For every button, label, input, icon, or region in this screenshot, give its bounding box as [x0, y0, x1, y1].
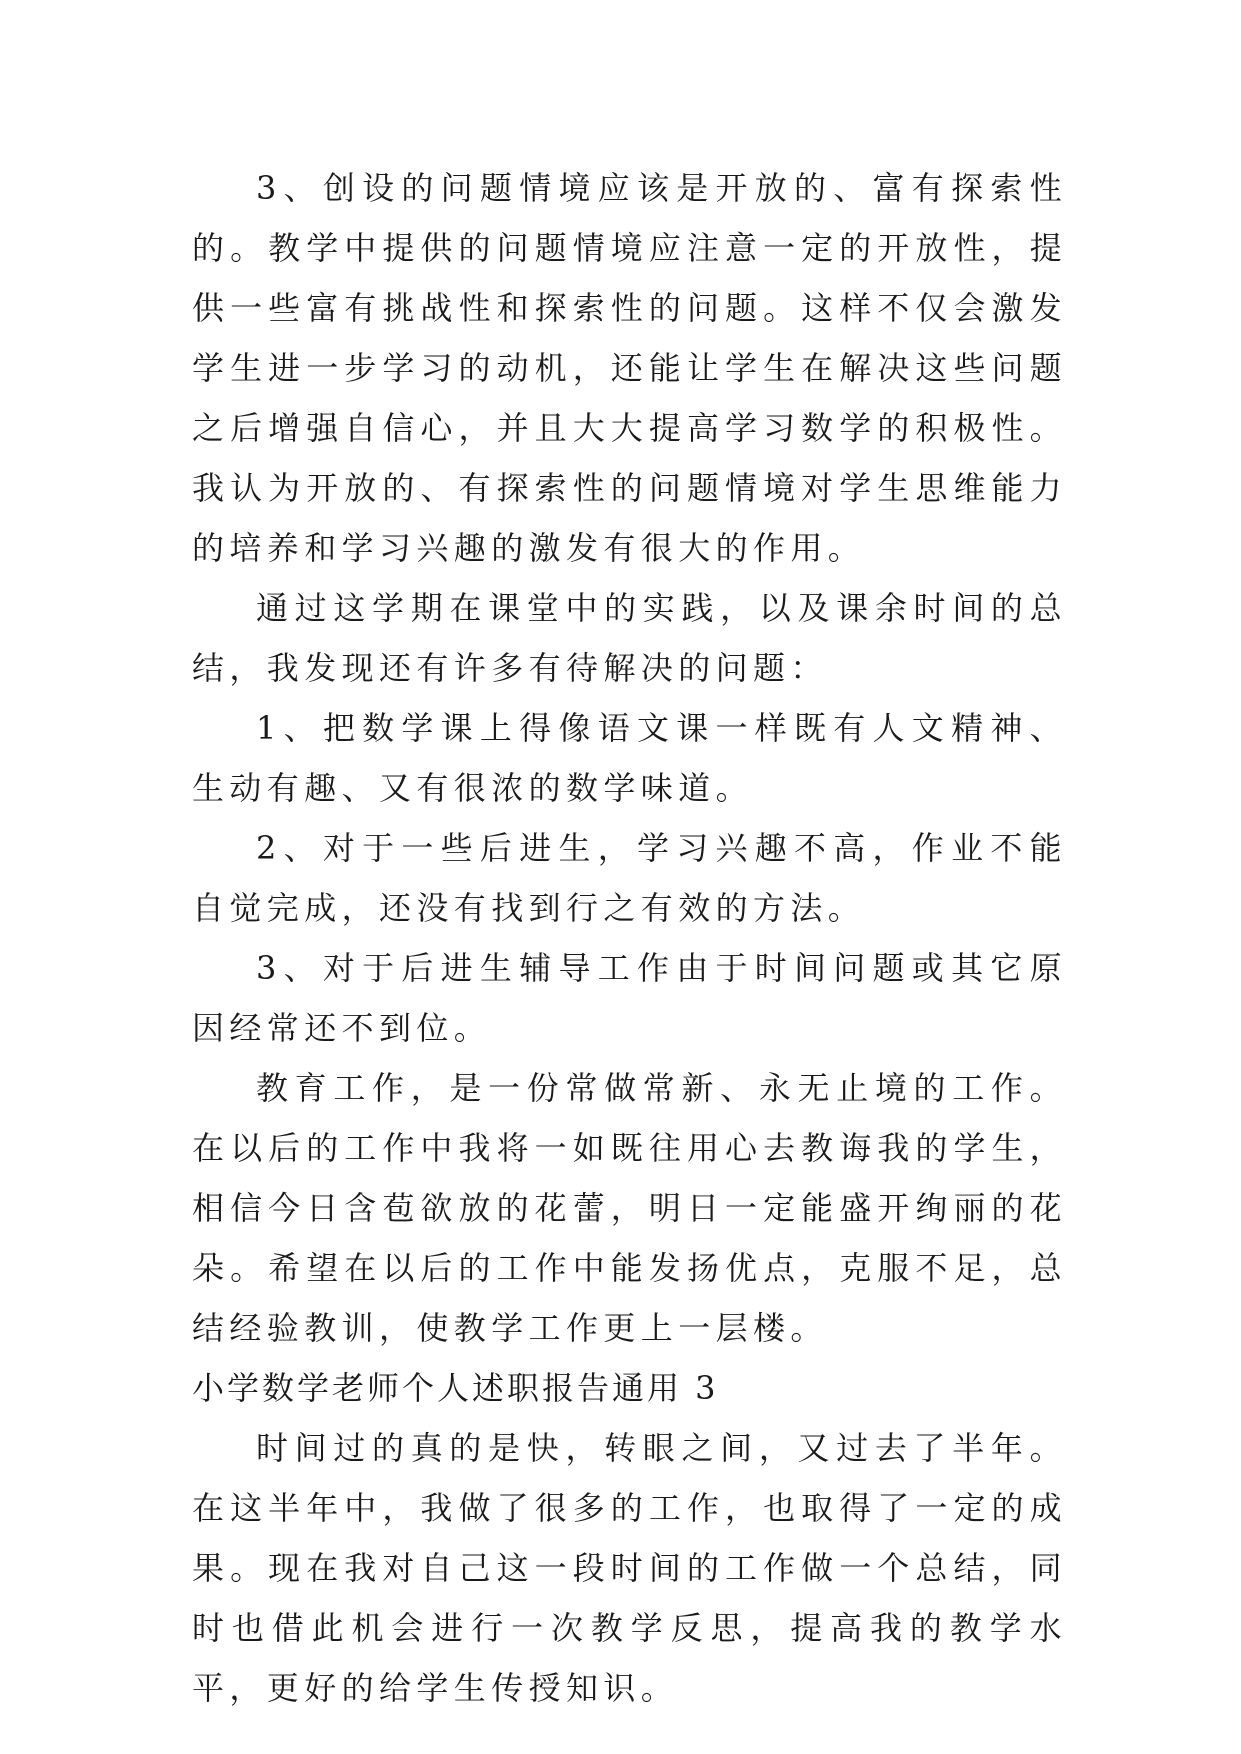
paragraph-education-work: 教育工作，是一份常做常新、永无止境的工作。在以后的工作中我将一如既往用心去教诲我的学生，相信今日含苞欲放的花蕾，明日一定能盛开绚丽的花朵。希望在以后的工作中能发扬优点，克服不足，总结经验教训，使教学工作更上一层楼。 — [192, 1069, 1067, 1347]
paragraph-problem-1: 1、把数学课上得像语文课一样既有人文精神、生动有趣、又有很浓的数学味道。 — [192, 709, 1067, 807]
section-heading: 小学数学老师个人述职报告通用 3 — [192, 1369, 719, 1407]
paragraph-open-problem-situations: 3、创设的问题情境应该是开放的、富有探索性的。教学中提供的问题情境应注意一定的开放性，提供一些富有挑战性和探索性的问题。这样不仅会激发学生进一步学习的动机，还能让学生在解决这些问题之后增强自信心，并且大大提高学习数学的积极性。我认为开放的、有探索性的问题情境对学生思维能力的培养和学习兴趣的激发有很大的作用。 — [192, 169, 1067, 567]
document-body — [192, 158, 1067, 1718]
paragraph-half-year-summary: 时间过的真的是快，转眼之间，又过去了半年。在这半年中，我做了很多的工作，也取得了一定的成果。现在我对自己这一段时间的工作做一个总结，同时也借此机会进行一次教学反思，提高我的教学水平，更好的给学生传授知识。 — [192, 1429, 1067, 1707]
paragraph-problem-2: 2、对于一些后进生，学习兴趣不高，作业不能自觉完成，还没有找到行之有效的方法。 — [192, 829, 1067, 927]
paragraph-problem-3: 3、对于后进生辅导工作由于时间问题或其它原因经常还不到位。 — [192, 949, 1067, 1047]
paragraph-practice-summary: 通过这学期在课堂中的实践，以及课余时间的总结，我发现还有许多有待解决的问题： — [192, 589, 1067, 687]
